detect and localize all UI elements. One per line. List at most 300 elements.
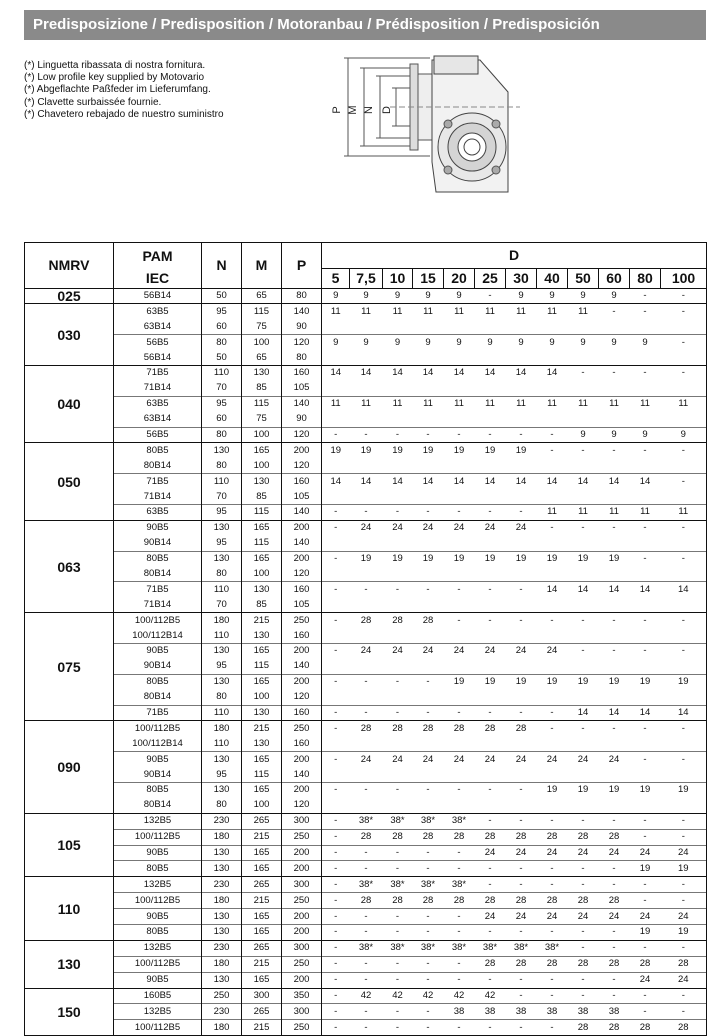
cell-d-value: - [444,972,475,988]
cell-d-value: 19 [630,925,661,941]
cell-d-value: - [444,427,475,443]
cell-d-value: - [444,705,475,721]
cell-d-value: - [413,956,444,972]
cell-n: 130 [202,972,242,988]
cell-d-value: 38* [444,813,475,829]
cell-d-value: 28 [444,829,475,845]
note-fr: (*) Clavette surbaissée fournie. [24,96,162,108]
table-row [25,861,707,877]
cell-d-value: 19 [630,861,661,877]
cell-d-value: - [383,909,413,925]
cell-d-value: 28 [350,721,383,736]
cell-d-value: 9 [506,288,537,304]
cell-d-value: - [661,551,707,566]
cell-pam: 63B14 [114,412,202,427]
nmrv-size: 025 [25,288,114,304]
cell-p: 250 [282,1020,322,1036]
cell-m: 215 [242,829,282,845]
cell-m: 165 [242,443,282,458]
cell-d-value: - [350,972,383,988]
cell-p: 200 [282,752,322,767]
cell-p: 200 [282,909,322,925]
cell-p: 200 [282,443,322,458]
cell-d-value: - [383,1004,413,1020]
cell-d-value: - [475,705,506,721]
cell-m: 165 [242,925,282,941]
table-row [25,877,707,893]
cell-d-value: 9 [413,335,444,350]
label-d: D [381,106,393,114]
cell-d-value: 9 [383,335,413,350]
cell-m: 165 [242,909,282,925]
cell-m: 85 [242,489,282,504]
cell-d-value: - [444,1020,475,1036]
cell-d-value: - [475,288,506,304]
cell-d-value: - [661,940,707,956]
cell-m: 115 [242,396,282,411]
cell-pam: 80B5 [114,783,202,798]
header-d: D [322,243,707,269]
cell-d-value: - [350,925,383,941]
cell-d-value: 14 [322,474,350,489]
cell-m: 100 [242,567,282,582]
cell-d-value: 24 [475,643,506,658]
cell-d-value: - [661,520,707,535]
cell-d-value: 28 [599,1020,630,1036]
cell-d-value: 9 [475,335,506,350]
cell-d-value: 19 [661,861,707,877]
cell-d-value: 24 [506,520,537,535]
cell-d-value: 28 [350,893,383,909]
cell-d-value: 24 [350,520,383,535]
cell-d-value: - [444,783,475,798]
cell-d-value: 24 [661,845,707,861]
cell-p: 250 [282,613,322,628]
cell-d-value: - [413,705,444,721]
cell-n: 95 [202,536,242,551]
cell-d-value: - [506,613,537,628]
cell-d-value: - [568,613,599,628]
cell-d-value: - [383,956,413,972]
cell-p: 200 [282,674,322,689]
cell-d-value: - [322,1004,350,1020]
cell-d-value: 28 [537,893,568,909]
cell-m: 165 [242,551,282,566]
nmrv-size: 110 [25,877,114,941]
cell-m: 130 [242,582,282,597]
cell-d-value: 28 [475,956,506,972]
cell-d-value: 14 [322,365,350,380]
cell-d-value: - [322,551,350,566]
cell-d-value: 38* [383,940,413,956]
table-row [25,551,707,566]
cell-p: 300 [282,877,322,893]
cell-d-value: - [322,582,350,597]
cell-p: 160 [282,705,322,721]
cell-d-value: 28 [383,721,413,736]
cell-p: 200 [282,845,322,861]
cell-d-value: - [475,504,506,520]
cell-p: 250 [282,893,322,909]
cell-d-value: 14 [630,474,661,489]
cell-d-value: - [568,443,599,458]
cell-d-value: - [475,613,506,628]
cell-d-value: 28 [444,721,475,736]
note-it: (*) Linguetta ribassata di nostra fornitura. [24,60,206,71]
cell-d-value: 11 [630,396,661,411]
cell-d-value: 24 [630,972,661,988]
cell-d-value: 19 [630,674,661,689]
cell-d-value: - [661,474,707,489]
cell-d-value: - [599,304,630,319]
cell-d-value: 24 [383,643,413,658]
cell-pam: 80B5 [114,551,202,566]
cell-pam: 90B5 [114,520,202,535]
cell-d-value: 11 [475,396,506,411]
cell-d-value: 19 [537,551,568,566]
cell-d-value: 11 [537,304,568,319]
cell-d-value: 42 [444,988,475,1004]
cell-d-value: - [322,504,350,520]
cell-pam: 63B5 [114,396,202,411]
cell-n: 95 [202,396,242,411]
cell-pam: 71B14 [114,381,202,396]
cell-n: 230 [202,1004,242,1020]
cell-d-value: - [630,643,661,658]
cell-d-value: 9 [568,335,599,350]
cell-d-value: - [630,813,661,829]
cell-d-value: - [350,861,383,877]
table-row [25,643,707,658]
cell-pam: 100/112B5 [114,721,202,736]
cell-d-value: 42 [350,988,383,1004]
cell-d-value: 24 [537,845,568,861]
table-row [25,350,707,365]
cell-d-value: 24 [568,752,599,767]
cell-d-value: 9 [599,335,630,350]
cell-pam: 100/112B5 [114,893,202,909]
cell-d-value: 24 [661,909,707,925]
cell-n: 230 [202,940,242,956]
cell-n: 50 [202,288,242,304]
cell-m: 115 [242,659,282,674]
cell-d-value: 24 [444,520,475,535]
cell-p: 120 [282,798,322,813]
nmrv-size: 130 [25,940,114,988]
cell-m: 130 [242,628,282,643]
cell-d-value: - [350,1004,383,1020]
cell-d-value: 19 [413,443,444,458]
cell-d-value: - [568,925,599,941]
cell-d-value: - [568,861,599,877]
table-row [25,597,707,612]
cell-d-value: - [568,365,599,380]
table-row [25,567,707,582]
cell-d-value: - [599,813,630,829]
cell-d-value: 19 [568,674,599,689]
cell-p: 90 [282,319,322,334]
cell-d-value: 19 [444,443,475,458]
cell-d-value: - [383,925,413,941]
note-es: (*) Chavetero rebajado de nuestro suministro [24,108,224,120]
cell-d-value: - [475,972,506,988]
cell-d-value: - [661,365,707,380]
cell-p: 200 [282,643,322,658]
cell-d-value: 11 [475,304,506,319]
cell-d-value: 11 [599,504,630,520]
cell-d-value: 9 [383,288,413,304]
cell-d-value: - [383,674,413,689]
table-row [25,988,707,1004]
header-d-size: 40 [537,268,568,288]
cell-d-value: - [599,613,630,628]
cell-d-empty [322,659,707,674]
cell-m: 165 [242,752,282,767]
header-d-size: 30 [506,268,537,288]
cell-d-value: 11 [661,504,707,520]
note-en: (*) Low profile key supplied by Motovario [24,72,205,84]
cell-d-value: 11 [661,396,707,411]
cell-pam: 80B5 [114,925,202,941]
cell-d-value: - [383,845,413,861]
cell-d-value: 14 [444,474,475,489]
cell-d-value: - [322,813,350,829]
cell-d-value: - [322,940,350,956]
cell-d-value: 9 [350,288,383,304]
cell-d-value: 38* [413,813,444,829]
cell-d-value: - [661,643,707,658]
cell-d-value: 38* [444,877,475,893]
cell-d-value: - [322,427,350,443]
cell-d-value: - [661,613,707,628]
header-d-size: 60 [599,268,630,288]
cell-d-value: 28 [568,829,599,845]
cell-pam: 56B14 [114,288,202,304]
cell-n: 130 [202,443,242,458]
cell-n: 60 [202,319,242,334]
cell-pam: 132B5 [114,940,202,956]
cell-d-value: 19 [599,783,630,798]
cell-d-value: - [322,783,350,798]
cell-d-value: 28 [599,956,630,972]
cell-d-value: 14 [475,474,506,489]
table-row [25,396,707,411]
cell-m: 300 [242,988,282,1004]
cell-d-value: 19 [661,783,707,798]
cell-d-value: 19 [568,783,599,798]
cell-d-value: - [568,643,599,658]
cell-d-value: 28 [350,829,383,845]
cell-d-value: - [599,988,630,1004]
cell-d-value: 9 [537,335,568,350]
cell-d-value: - [506,582,537,597]
cell-n: 130 [202,520,242,535]
cell-d-value: 9 [322,335,350,350]
cell-d-value: - [322,845,350,861]
cell-d-value: 14 [413,365,444,380]
cell-pam: 90B5 [114,972,202,988]
cell-p: 300 [282,813,322,829]
cell-d-value: 14 [537,365,568,380]
cell-n: 110 [202,365,242,380]
cell-p: 105 [282,489,322,504]
cell-pam: 132B5 [114,877,202,893]
cell-n: 180 [202,893,242,909]
cell-d-value: - [444,861,475,877]
cell-m: 130 [242,705,282,721]
cell-d-value: - [537,1020,568,1036]
cell-d-value: 14 [630,705,661,721]
cell-d-value: 14 [537,474,568,489]
cell-n: 60 [202,412,242,427]
cell-pam: 80B5 [114,443,202,458]
label-p: P [331,106,343,114]
cell-n: 130 [202,674,242,689]
cell-m: 165 [242,674,282,689]
cell-d-value: 24 [599,909,630,925]
cell-p: 140 [282,536,322,551]
header-d-size: 15 [413,268,444,288]
cell-d-value: 14 [661,582,707,597]
cell-d-value: - [506,925,537,941]
cell-d-value: - [322,1020,350,1036]
table-row [25,1020,707,1036]
cell-d-value: 38* [413,940,444,956]
cell-m: 165 [242,520,282,535]
cell-n: 130 [202,551,242,566]
cell-n: 95 [202,504,242,520]
cell-n: 230 [202,877,242,893]
cell-pam: 80B14 [114,690,202,705]
cell-d-value: 9 [568,288,599,304]
cell-d-value: 9 [599,288,630,304]
cell-d-value: 24 [599,752,630,767]
cell-d-value: 24 [350,752,383,767]
cell-d-empty [322,767,707,782]
cell-n: 130 [202,909,242,925]
cell-d-value: 11 [506,304,537,319]
table-row [25,909,707,925]
cell-n: 250 [202,988,242,1004]
cell-d-value: - [661,721,707,736]
cell-d-value: 38 [475,1004,506,1020]
cell-d-value: 38 [568,1004,599,1020]
cell-d-empty [322,690,707,705]
cell-p: 120 [282,690,322,705]
cell-d-value: 11 [537,396,568,411]
cell-d-value: - [630,520,661,535]
cell-m: 75 [242,412,282,427]
cell-d-value: 28 [475,893,506,909]
cell-d-empty [322,489,707,504]
cell-p: 140 [282,659,322,674]
cell-m: 165 [242,845,282,861]
cell-p: 250 [282,956,322,972]
cell-d-value: 24 [475,520,506,535]
cell-d-value: 38 [506,1004,537,1020]
cell-m: 215 [242,721,282,736]
cell-d-value: 14 [599,474,630,489]
cell-d-empty [322,412,707,427]
cell-d-value: - [383,861,413,877]
table-row [25,427,707,443]
cell-d-value: 24 [537,909,568,925]
table-row [25,628,707,643]
nmrv-size: 150 [25,988,114,1036]
cell-n: 95 [202,659,242,674]
cell-d-value: - [444,956,475,972]
cell-n: 70 [202,489,242,504]
cell-d-value: 28 [444,893,475,909]
cell-m: 65 [242,350,282,365]
cell-pam: 80B14 [114,798,202,813]
cell-m: 215 [242,956,282,972]
cell-d-value: - [444,613,475,628]
cell-d-value: 24 [413,520,444,535]
cell-d-value: - [599,520,630,535]
cell-d-value: - [444,909,475,925]
cell-pam: 100/112B5 [114,1020,202,1036]
header-d-size: 5 [322,268,350,288]
cell-d-value: 28 [413,721,444,736]
cell-d-value: - [599,861,630,877]
cell-d-value: 28 [475,829,506,845]
cell-d-value: - [475,813,506,829]
table-row [25,690,707,705]
cell-d-value: 19 [506,674,537,689]
cell-d-value: 19 [444,674,475,689]
section-title-banner [24,10,706,40]
nmrv-size: 105 [25,813,114,877]
cell-d-value: - [322,956,350,972]
cell-pam: 80B5 [114,861,202,877]
table-row [25,721,707,736]
cell-n: 80 [202,798,242,813]
cell-d-value: 42 [475,988,506,1004]
header-m: M [242,243,282,289]
cell-d-value: - [599,443,630,458]
cell-d-value: - [661,288,707,304]
header-d-size: 7,5 [350,268,383,288]
cell-d-value: - [413,845,444,861]
cell-d-value: - [322,520,350,535]
cell-d-value: - [630,365,661,380]
nmrv-size: 063 [25,520,114,612]
cell-pam: 100/112B5 [114,829,202,845]
cell-d-value: 28 [661,1020,707,1036]
cell-d-empty [322,319,707,334]
cell-d-value: 38* [475,940,506,956]
cell-d-value: 14 [537,582,568,597]
table-row [25,443,707,458]
cell-d-value: 19 [444,551,475,566]
cell-m: 115 [242,304,282,319]
cell-d-value: - [630,893,661,909]
cell-d-value: - [537,705,568,721]
cell-d-value: 19 [537,783,568,798]
cell-d-value: - [350,845,383,861]
cell-pam: 56B5 [114,335,202,350]
cell-d-value: - [475,783,506,798]
cell-p: 105 [282,381,322,396]
cell-pam: 100/112B14 [114,736,202,751]
label-n: N [363,106,375,114]
cell-d-value: 11 [537,504,568,520]
cell-d-value: - [599,365,630,380]
table-row [25,335,707,350]
cell-d-value: - [537,721,568,736]
cell-m: 265 [242,877,282,893]
